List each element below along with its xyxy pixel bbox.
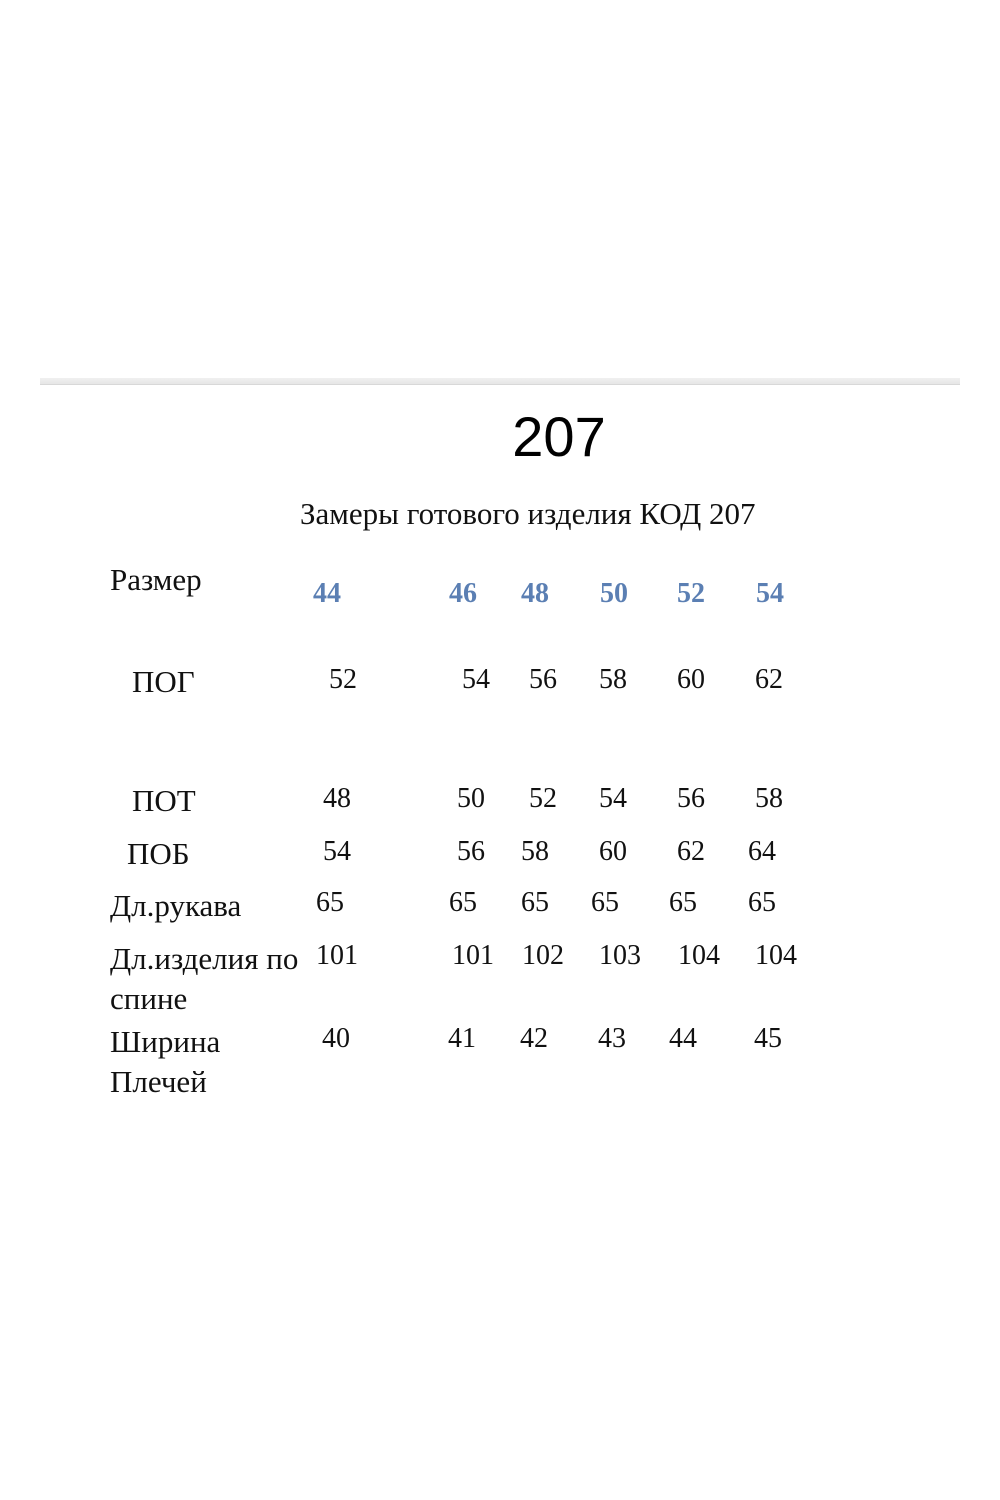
row-label-shoulder-width: Ширина Плечей bbox=[110, 1024, 221, 1099]
table-cell: 103 bbox=[599, 940, 641, 971]
table-cell: 40 bbox=[322, 1023, 350, 1054]
table-cell: 58 bbox=[599, 664, 627, 695]
table-cell: 43 bbox=[598, 1023, 626, 1054]
table-cell: 44 bbox=[669, 1023, 697, 1054]
table-cell: 65 bbox=[669, 887, 697, 918]
size-header-44: 44 bbox=[313, 578, 341, 609]
table-cell: 58 bbox=[755, 783, 783, 814]
table-cell: 56 bbox=[529, 664, 557, 695]
row-label-back-length: Дл.изделия по спине bbox=[110, 941, 299, 1016]
table-cell: 58 bbox=[521, 836, 549, 867]
size-header-54: 54 bbox=[756, 578, 784, 609]
table-cell: 52 bbox=[529, 783, 557, 814]
table-cell: 65 bbox=[449, 887, 477, 918]
size-header-48: 48 bbox=[521, 578, 549, 609]
table-cell: 56 bbox=[677, 783, 705, 814]
table-cell: 65 bbox=[591, 887, 619, 918]
size-header-label: Размер bbox=[110, 562, 202, 597]
table-cell: 50 bbox=[457, 783, 485, 814]
size-header-52: 52 bbox=[677, 578, 705, 609]
table-cell: 104 bbox=[755, 940, 797, 971]
top-divider bbox=[40, 378, 960, 385]
table-cell: 65 bbox=[316, 887, 344, 918]
table-cell: 62 bbox=[755, 664, 783, 695]
table-cell: 45 bbox=[754, 1023, 782, 1054]
table-cell: 102 bbox=[522, 940, 564, 971]
table-cell: 60 bbox=[677, 664, 705, 695]
size-header-50: 50 bbox=[600, 578, 628, 609]
table-cell: 60 bbox=[599, 836, 627, 867]
table-cell: 65 bbox=[521, 887, 549, 918]
table-cell: 54 bbox=[462, 664, 490, 695]
row-label-pob: ПОБ bbox=[127, 836, 190, 871]
table-cell: 101 bbox=[452, 940, 494, 971]
table-cell: 42 bbox=[520, 1023, 548, 1054]
product-code-title: 207 bbox=[512, 405, 606, 468]
table-cell: 65 bbox=[748, 887, 776, 918]
table-cell: 104 bbox=[678, 940, 720, 971]
table-cell: 56 bbox=[457, 836, 485, 867]
table-cell: 101 bbox=[316, 940, 358, 971]
row-label-pot: ПОТ bbox=[132, 783, 196, 818]
table-cell: 64 bbox=[748, 836, 776, 867]
table-cell: 48 bbox=[323, 783, 351, 814]
row-label-pog: ПОГ bbox=[132, 664, 195, 699]
measurements-subtitle: Замеры готового изделия КОД 207 bbox=[300, 496, 756, 531]
row-label-sleeve-length: Дл.рукава bbox=[110, 888, 242, 923]
size-header-46: 46 bbox=[449, 578, 477, 609]
table-cell: 52 bbox=[329, 664, 357, 695]
table-cell: 54 bbox=[323, 836, 351, 867]
table-cell: 54 bbox=[599, 783, 627, 814]
table-cell: 41 bbox=[448, 1023, 476, 1054]
table-cell: 62 bbox=[677, 836, 705, 867]
